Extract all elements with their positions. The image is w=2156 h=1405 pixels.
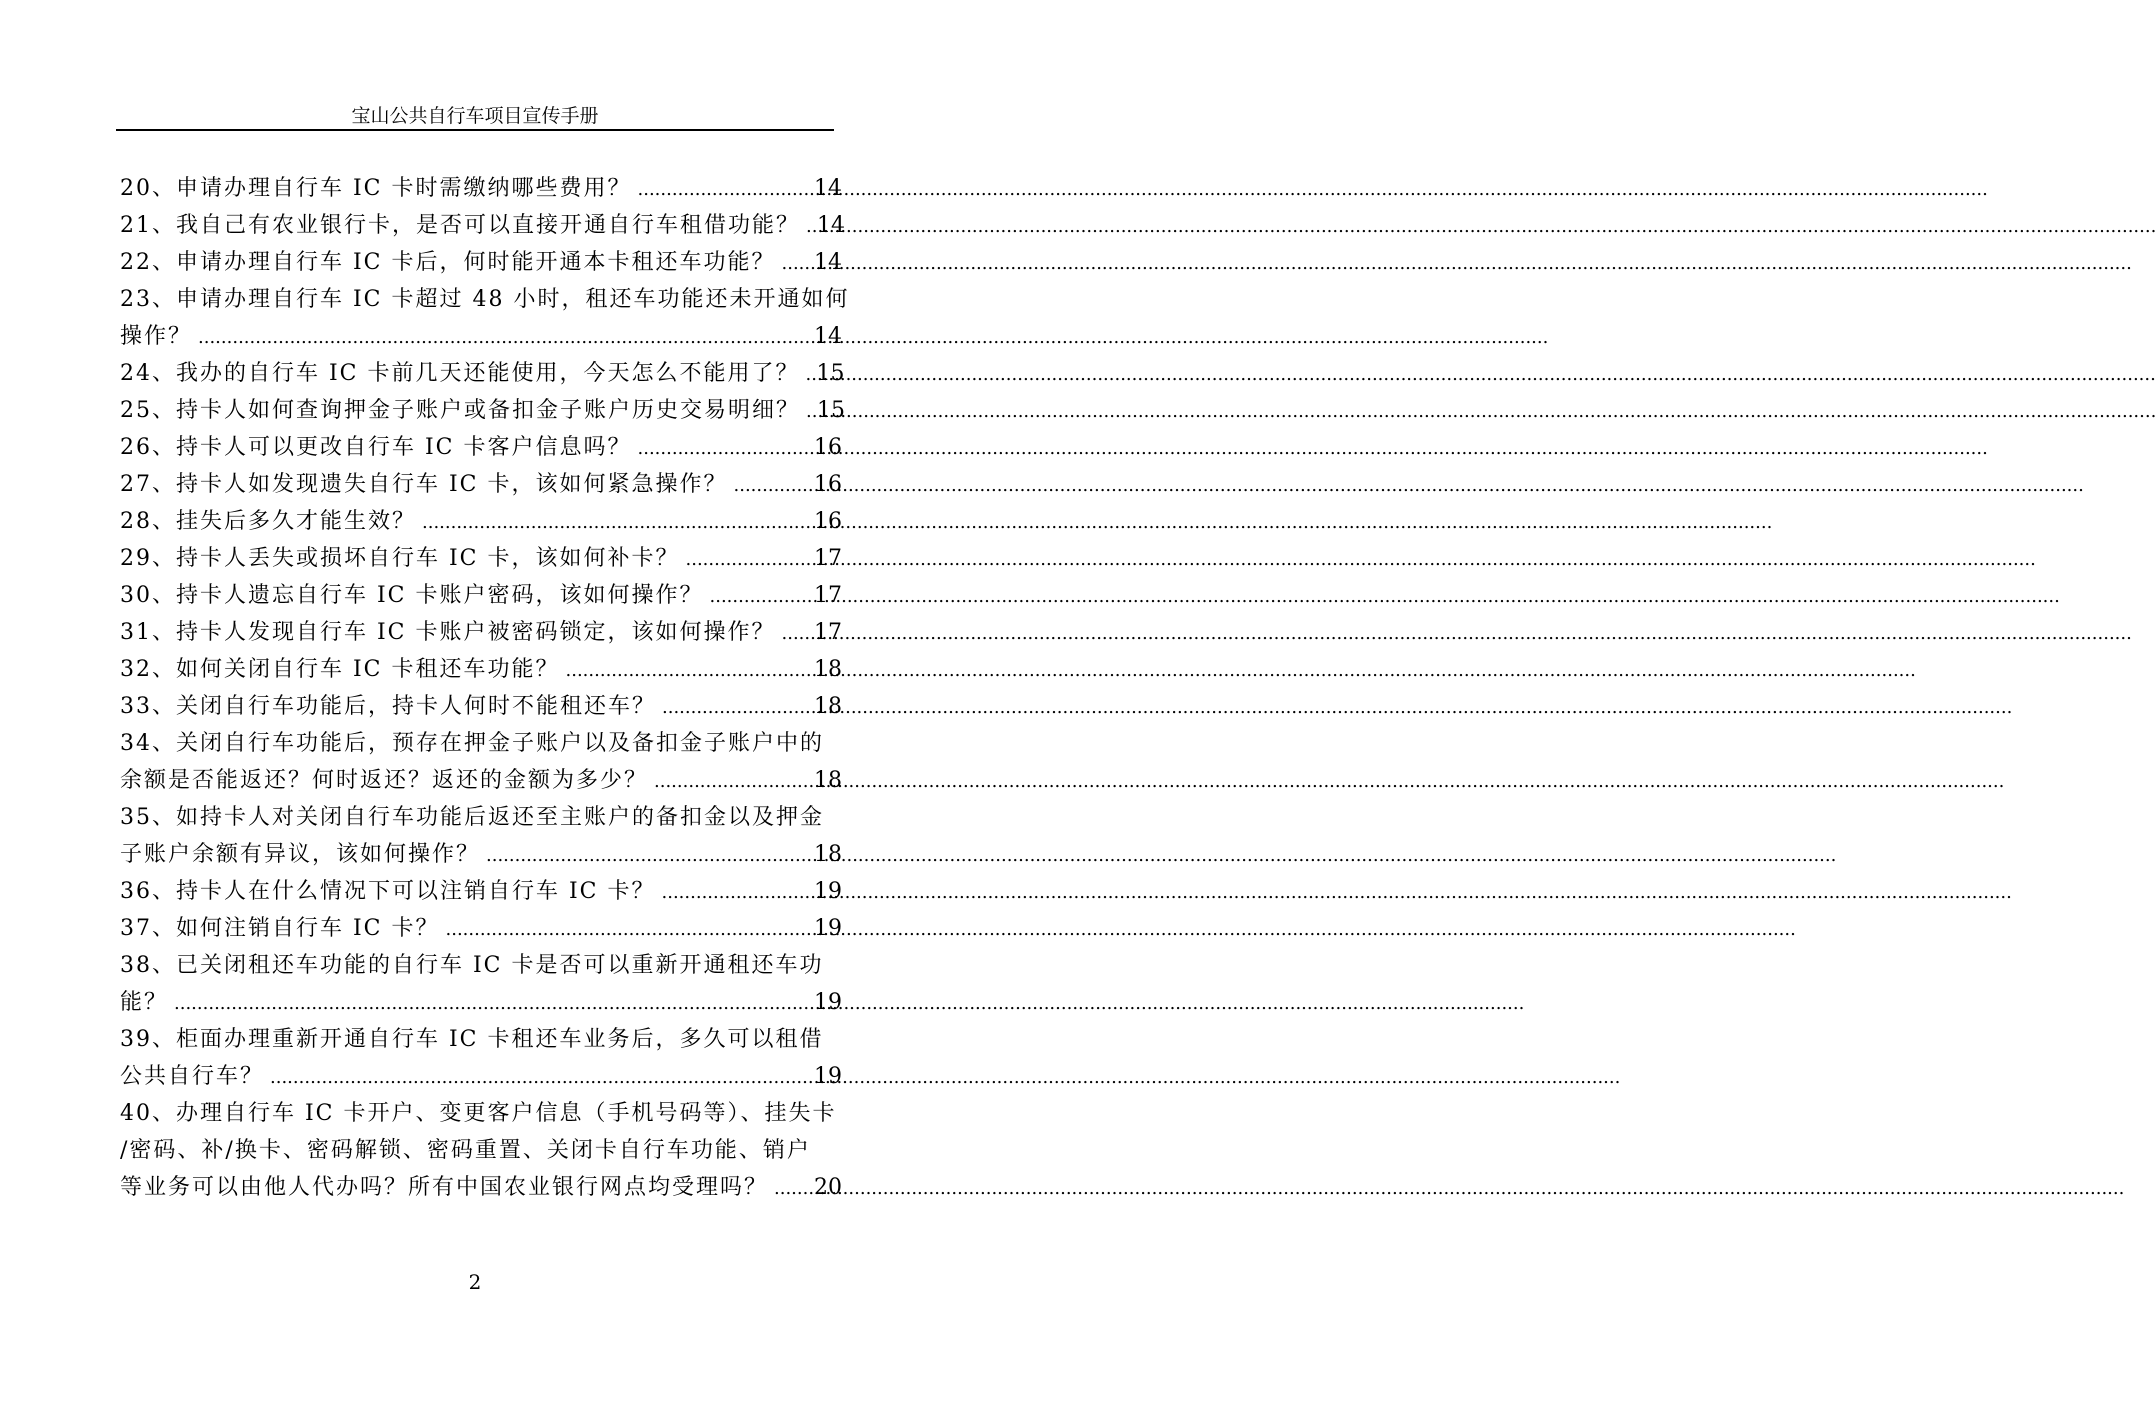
dot-leader xyxy=(686,541,811,578)
toc-entry-text-line: /密码、补/换卡、密码解锁、密码重置、关闭卡自行车功能、销户 xyxy=(120,1138,811,1163)
toc-entry[interactable] xyxy=(120,503,842,540)
dot-leader xyxy=(654,763,811,800)
toc-entry-text-line: 40、办理自行车 IC 卡开户、变更客户信息（手机号码等）、挂失卡 xyxy=(120,1101,837,1126)
toc-entry-title: 27、持卡人如发现遗失自行车 IC 卡，该如何紧急操作？ xyxy=(120,472,728,497)
toc-entry-final-line xyxy=(120,762,842,799)
page-number: 2 xyxy=(468,1270,482,1294)
toc-entry-title: 26、持卡人可以更改自行车 IC 卡客户信息吗？ xyxy=(120,435,632,460)
toc-entry-final-line xyxy=(120,429,842,466)
toc-entry[interactable] xyxy=(120,614,842,651)
toc-entry-final-line xyxy=(120,614,842,651)
toc-entry-page-number: 19 xyxy=(814,879,842,904)
dot-leader xyxy=(782,615,811,652)
toc-entry-final-line xyxy=(120,466,842,503)
toc-entry[interactable] xyxy=(120,577,842,614)
toc-entry-page-number: 18 xyxy=(814,768,842,793)
toc-entry[interactable] xyxy=(120,873,842,910)
toc-entry-final-line xyxy=(120,540,842,577)
toc-entry-final-line xyxy=(120,503,842,540)
toc-entry-page-number: 19 xyxy=(814,916,842,941)
toc-entry-title: 37、如何注销自行车 IC 卡？ xyxy=(120,916,440,941)
table-of-contents xyxy=(120,170,850,1206)
dot-leader xyxy=(638,430,811,467)
toc-entry[interactable] xyxy=(120,651,842,688)
toc-entry-title: 28、挂失后多久才能生效？ xyxy=(120,509,416,534)
toc-entry-page-number: 16 xyxy=(814,509,842,534)
toc-entry-title: 32、如何关闭自行车 IC 卡租还车功能？ xyxy=(120,657,560,682)
toc-entry[interactable] xyxy=(120,429,842,466)
toc-entry-page-number: 16 xyxy=(814,472,842,497)
toc-entry-title: 36、持卡人在什么情况下可以注销自行车 IC 卡？ xyxy=(120,879,656,904)
dot-leader xyxy=(710,578,811,615)
toc-entry-final-line xyxy=(120,836,842,873)
toc-entry-text-line: 38、已关闭租还车功能的自行车 IC 卡是否可以重新开通租还车功 xyxy=(120,953,824,978)
toc-entry-title: 24、我办的自行车 IC 卡前几天还能使用，今天怎么不能用了？ xyxy=(120,361,800,386)
toc-entry-final-line xyxy=(120,170,842,207)
toc-entry-page-number: 15 xyxy=(816,361,845,386)
toc-entry[interactable] xyxy=(120,355,845,392)
dot-leader xyxy=(774,1170,811,1207)
toc-entry[interactable] xyxy=(120,244,842,281)
toc-entry[interactable] xyxy=(120,910,842,947)
toc-entry-page-number: 15 xyxy=(817,398,845,423)
toc-entry-title: 29、持卡人丢失或损坏自行车 IC 卡，该如何补卡？ xyxy=(120,546,680,571)
toc-entry-final-line xyxy=(120,1058,842,1095)
toc-entry-page-number: 17 xyxy=(814,620,842,645)
toc-entry-final-line xyxy=(120,873,842,910)
dot-leader xyxy=(662,874,811,911)
toc-entry-text-line: 35、如持卡人对关闭自行车功能后返还至主账户的备扣金以及押金 xyxy=(120,805,824,830)
toc-entry-page-number: 17 xyxy=(814,546,842,571)
toc-entry-title: 能？ xyxy=(120,990,169,1015)
toc-entry-page-number: 18 xyxy=(814,842,842,867)
toc-entry-final-line xyxy=(120,688,842,725)
toc-entry-final-line xyxy=(120,318,842,355)
toc-entry-page-number: 18 xyxy=(814,657,842,682)
toc-entry-page-number: 19 xyxy=(814,990,842,1015)
toc-entry[interactable] xyxy=(120,392,845,429)
toc-entry-page-number: 17 xyxy=(814,583,842,608)
toc-entry-page-number: 14 xyxy=(814,324,842,349)
toc-entry-title: 20、申请办理自行车 IC 卡时需缴纳哪些费用？ xyxy=(120,176,632,201)
toc-entry[interactable] xyxy=(120,207,845,244)
dot-leader xyxy=(806,208,814,245)
dot-leader xyxy=(662,689,811,726)
toc-entry-title: 操作？ xyxy=(120,324,193,349)
dot-leader xyxy=(806,393,814,430)
header-rule xyxy=(116,129,834,131)
dot-leader xyxy=(422,504,811,541)
toc-entry-title: 22、申请办理自行车 IC 卡后，何时能开通本卡租还车功能？ xyxy=(120,250,776,275)
toc-entry-text-line: 39、柜面办理重新开通自行车 IC 卡租还车业务后，多久可以租借 xyxy=(120,1027,824,1052)
toc-entry[interactable] xyxy=(120,688,842,725)
dot-leader xyxy=(638,171,811,208)
toc-entry-title: 31、持卡人发现自行车 IC 卡账户被密码锁定，该如何操作？ xyxy=(120,620,776,645)
toc-entry-text-line: 23、申请办理自行车 IC 卡超过 48 小时，租还车功能还未开通如何 xyxy=(120,287,850,312)
dot-leader xyxy=(446,911,811,948)
toc-entry-final-line xyxy=(120,244,842,281)
toc-entry[interactable] xyxy=(120,947,842,1021)
toc-entry[interactable] xyxy=(120,799,842,873)
toc-entry-final-line xyxy=(120,207,845,244)
toc-entry-text-line: 34、关闭自行车功能后，预存在押金子账户以及备扣金子账户中的 xyxy=(120,731,824,756)
toc-entry-title: 等业务可以由他人代办吗？所有中国农业银行网点均受理吗？ xyxy=(120,1175,769,1200)
toc-entry-final-line xyxy=(120,1169,842,1206)
toc-entry[interactable] xyxy=(120,281,850,355)
dot-leader xyxy=(782,245,811,282)
toc-entry-page-number: 16 xyxy=(814,435,842,460)
toc-entry-page-number: 20 xyxy=(814,1175,842,1200)
toc-entry-final-line xyxy=(120,577,842,614)
toc-entry[interactable] xyxy=(120,1021,842,1095)
toc-entry-page-number: 14 xyxy=(814,176,842,201)
toc-entry-final-line xyxy=(120,392,845,429)
toc-entry-final-line xyxy=(120,355,845,392)
dot-leader xyxy=(198,319,811,356)
running-header: 宝山公共自行车项目宣传手册 xyxy=(351,105,599,127)
toc-entry-title: 30、持卡人遗忘自行车 IC 卡账户密码，该如何操作？ xyxy=(120,583,704,608)
toc-entry[interactable] xyxy=(120,170,842,207)
dot-leader xyxy=(486,837,811,874)
toc-entry-title: 33、关闭自行车功能后，持卡人何时不能租还车？ xyxy=(120,694,656,719)
toc-entry-title: 公共自行车？ xyxy=(120,1064,265,1089)
toc-entry[interactable] xyxy=(120,1095,842,1206)
toc-entry-title: 余额是否能返还？何时返还？返还的金额为多少？ xyxy=(120,768,649,793)
toc-entry-title: 21、我自己有农业银行卡，是否可以直接开通自行车租借功能？ xyxy=(120,213,800,238)
toc-entry[interactable] xyxy=(120,540,842,577)
toc-entry-title: 25、持卡人如何查询押金子账户或备扣金子账户历史交易明细？ xyxy=(120,398,800,423)
toc-entry-page-number: 18 xyxy=(814,694,842,719)
toc-entry-final-line xyxy=(120,651,842,688)
toc-entry-page-number: 19 xyxy=(814,1064,842,1089)
toc-entry[interactable] xyxy=(120,466,842,503)
dot-leader xyxy=(734,467,811,504)
toc-entry-page-number: 14 xyxy=(817,213,845,238)
toc-entry-final-line xyxy=(120,910,842,947)
toc-entry-page-number: 14 xyxy=(814,250,842,275)
toc-entry-final-line xyxy=(120,984,842,1021)
toc-entry[interactable] xyxy=(120,725,842,799)
dot-leader xyxy=(566,652,811,689)
dot-leader xyxy=(806,356,814,393)
dot-leader xyxy=(270,1059,811,1096)
dot-leader xyxy=(174,985,811,1022)
toc-entry-title: 子账户余额有异议，该如何操作？ xyxy=(120,842,481,867)
